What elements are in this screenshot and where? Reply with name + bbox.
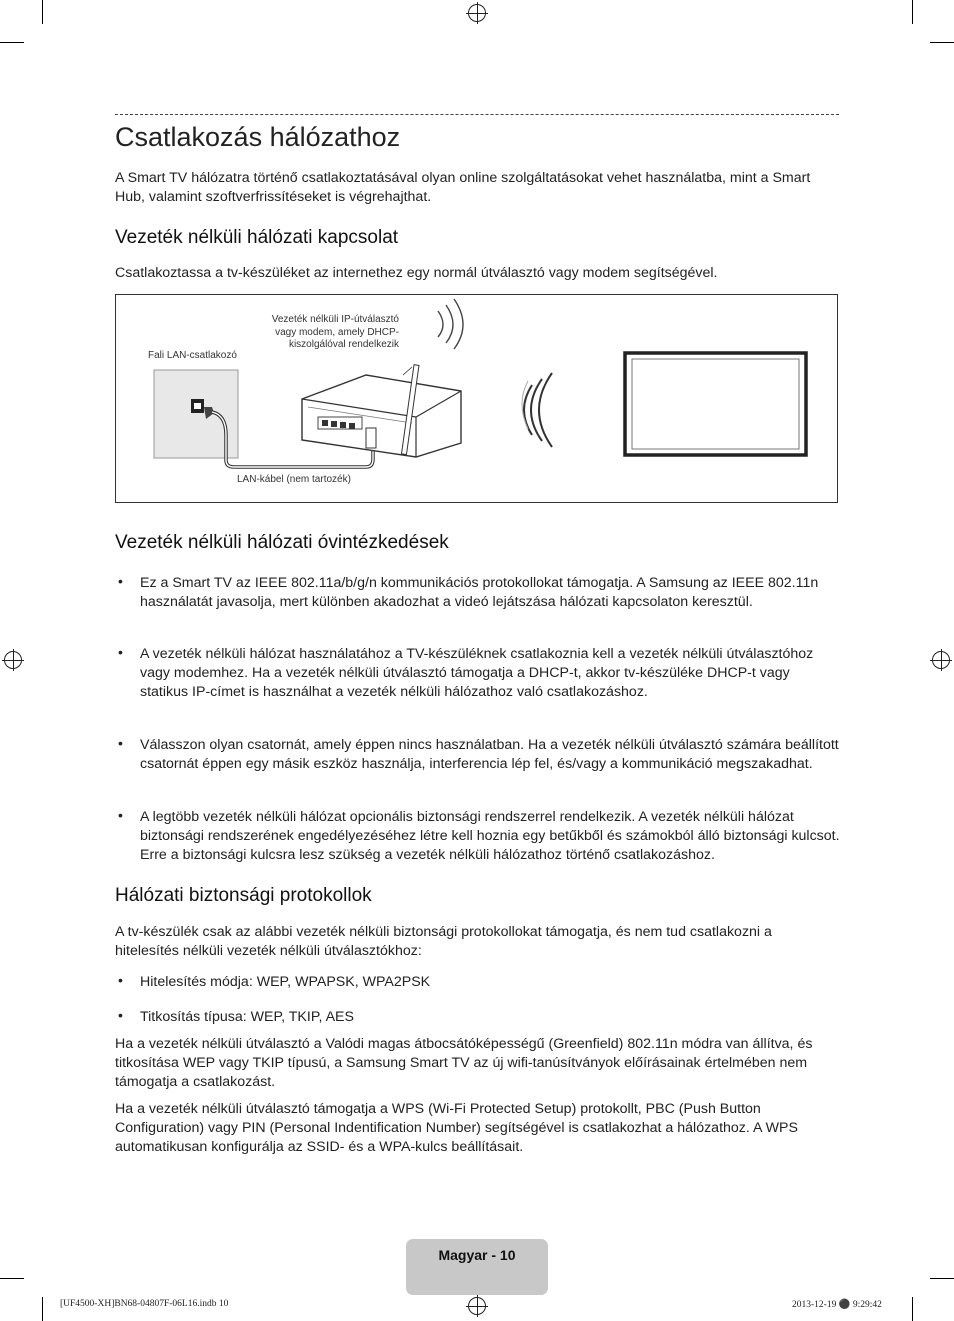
registration-mark-icon (468, 4, 486, 22)
wireless-connection-heading: Vezeték nélküli hálózati kapcsolat (115, 227, 399, 248)
security-heading: Hálózati biztonsági protokollok (115, 885, 372, 906)
wifi-signal-icon (522, 373, 552, 447)
crop-mark (912, 1297, 913, 1321)
bullet-icon: • (118, 972, 123, 988)
diagram-illustration (116, 295, 837, 502)
precaution-item: Ez a Smart TV az IEEE 802.11a/b/g/n kommunikációs protokollokat támogatja. A Samsung az IEEE 802.11n használatát javasolja, mert különben akadozhat a videó lejátszása hálózati kapcsolaton keresztül. (140, 575, 819, 610)
precaution-item: A vezeték nélküli hálózat használatához a TV-készüléknek csatlakoznia kell a vezeték nélküli útválasztóhoz vagy modemhez. Ha a vezeték nélküli útválasztó támogatja a DHCP-t, akkor tv-készüléke DHCP-t vagy statikus IP-címet is használhat a vezeték nélküli hálózathoz való csatlakozáshoz. (140, 646, 814, 700)
wireless-connection-text: Csatlakoztassa a tv-készüléket az internethez egy normál útválasztó vagy modem segítségével. (115, 265, 718, 281)
network-diagram (115, 294, 838, 503)
crop-mark (0, 1278, 24, 1279)
bullet-icon: • (118, 735, 123, 751)
bullet-icon: • (118, 644, 123, 660)
crop-mark (42, 0, 43, 24)
security-paragraph: Ha a vezeték nélküli útválasztó a Valódi magas átbocsátóképességű (Greenfield) 802.11n módra van állítva, és titkosítása WEP vagy TKIP típusú, a Samsung Smart TV az új wifi-tanúsítványok előírásainak értelmében nem támogatja a csatlakozást. (115, 1036, 813, 1090)
router-label-line: vagy modem, amely DHCP- (275, 326, 399, 338)
crop-mark (0, 42, 24, 43)
bullet-icon: • (118, 807, 123, 823)
page-title: Csatlakozás hálózathoz (115, 122, 401, 152)
footer-timestamp: 2013-12-19 ⚫ 9:29:42 (792, 1300, 882, 1310)
router-label (256, 314, 399, 352)
tv-icon (625, 353, 806, 455)
security-intro: A tv-készülék csak az alábbi vezeték nélküli biztonsági protokollokat támogatja, és nem tud csatlakozni a hitelesítés nélküli vezeték nélküli útválasztókhoz: (115, 924, 772, 959)
precaution-item: Válasszon olyan csatornát, amely éppen nincs használatban. Ha a vezeték nélküli útválasztó számára beállított csatornát éppen egy másik eszköz használja, interferencia lép fel, és/vagy a kommunikáció megszakadhat. (140, 737, 839, 772)
registration-mark-icon (4, 651, 22, 669)
security-paragraph: Ha a vezeték nélküli útválasztó támogatja a WPS (Wi-Fi Protected Setup) protokollt, PBC (Push Button Configuration) vagy PIN (Personal Indentification Number) segítségével is csatlakozhat a hálózathoz. A WPS automatikusan konfigurálja az SSID- és a WPA-kulcs beállításait. (115, 1101, 798, 1155)
section-divider (115, 114, 839, 115)
precaution-item: A legtöbb vezeték nélküli hálózat opcionális biztonsági rendszerrel rendelkezik. A vezeték nélküli hálózat biztonsági rendszerének engedélyezéséhez létre kell hoznia egy betűkből és számokból álló biztonsági kulcsot. Erre a biztonsági kulcsra lesz szükség a vezeték nélküli hálózathoz történő csatlakozáshoz. (140, 809, 840, 863)
page-number: Magyar - 10 (438, 1247, 516, 1263)
crop-mark (912, 0, 913, 24)
intro-paragraph: A Smart TV hálózatra történő csatlakoztatásával olyan online szolgáltatásokat vehet használatba, mint a Smart Hub, valamint szoftverfrissítéseket is végrehajthat. (115, 170, 811, 205)
security-item: Titkosítás típusa: WEP, TKIP, AES (140, 1009, 354, 1025)
security-item: Hitelesítés módja: WEP, WPAPSK, WPA2PSK (140, 974, 431, 990)
footer-file-info: [UF4500-XH]BN68-04807F-06L16.indb 10 (60, 1299, 229, 1309)
registration-mark-icon (932, 651, 950, 669)
bullet-icon: • (118, 573, 123, 589)
registration-mark-icon (468, 1297, 486, 1315)
wall-lan-socket-label: Fali LAN-csatlakozó (148, 350, 237, 361)
router-label-line: Vezeték nélküli IP-útválasztó (271, 314, 399, 325)
crop-mark (930, 1278, 954, 1279)
lan-cable-label: LAN-kábel (nem tartozék) (237, 474, 351, 485)
crop-mark (42, 1297, 43, 1321)
crop-mark (930, 42, 954, 43)
bullet-icon: • (118, 1007, 123, 1023)
precautions-heading: Vezeték nélküli hálózati óvintézkedések (115, 532, 449, 553)
router-label-line: kiszolgálóval rendelkezik (288, 339, 399, 350)
